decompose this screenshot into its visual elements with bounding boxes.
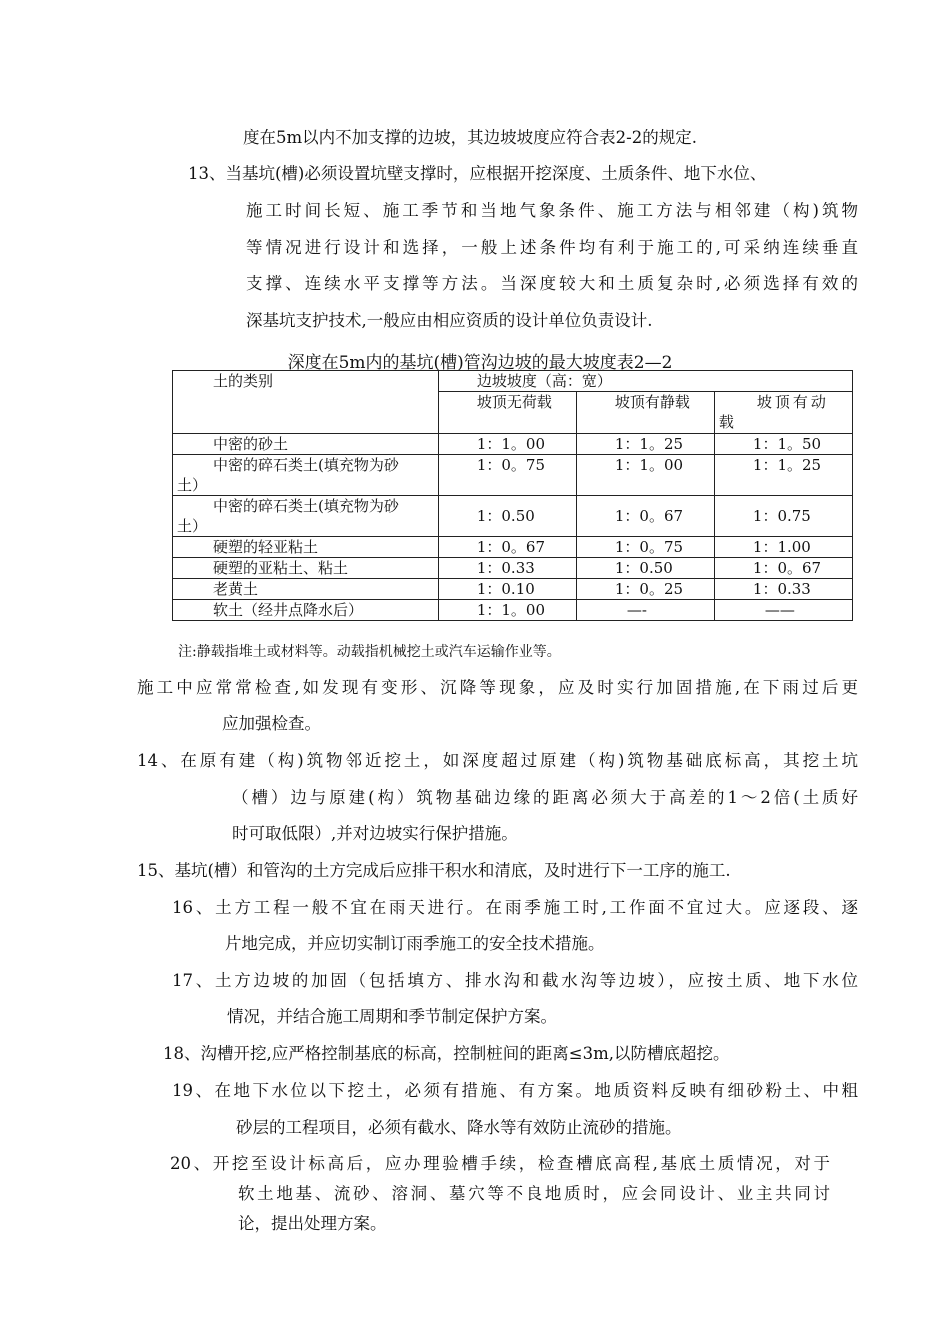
paragraph-line: 应加强检查。	[222, 714, 321, 733]
item-13-line: 深基坑支护技术,一般应由相应资质的设计单位负责设计.	[246, 311, 653, 330]
table-row	[173, 579, 853, 600]
value-cell: 1：0。75	[576, 537, 714, 558]
item-20-line: 论，提出处理方案。	[238, 1214, 387, 1233]
item-16-line: 片地完成，并应切实制订雨季施工的安全技术措施。	[225, 934, 605, 953]
item-15-line: 15、基坑(槽）和管沟的土方完成后应排干积水和清底，及时进行下一工序的施工.	[137, 861, 731, 880]
value-cell: 1：0.33	[438, 558, 576, 579]
value-cell: 1：0。67	[576, 496, 714, 537]
table-note: 注:静载指堆土或材料等。动载指机械挖土或汽车运输作业等。	[178, 644, 561, 660]
value-cell: 1：0。25	[576, 579, 714, 600]
value-cell: —-	[576, 600, 714, 621]
soil-wrap: 土）	[177, 517, 208, 535]
value-cell: 1：1。25	[576, 434, 714, 455]
value-cell: 1：1。50	[714, 434, 852, 455]
subheader-no-load: 坡顶无荷载	[438, 392, 576, 434]
item-18-line: 18、沟槽开挖,应严格控制基底的标高，控制桩间的距离≤3m,以防槽底超挖。	[163, 1044, 730, 1063]
value-cell: 1：1。25	[714, 455, 852, 496]
table-caption: 深度在5m内的基坑(槽)管沟边坡的最大坡度表2—2	[287, 353, 673, 373]
item-20-line: 软土地基、流砂、溶洞、墓穴等不良地质时，应会同设计、业主共同讨	[238, 1184, 830, 1203]
soil-wrap: 土）	[177, 476, 208, 494]
subheader-dynamic-load	[714, 392, 852, 434]
value-cell: 1：1。00	[576, 455, 714, 496]
soil-cell: 中密的砂土	[173, 434, 439, 455]
soil-text: 中密的碎石类土(填充物为砂	[213, 456, 399, 474]
value-cell: ——	[714, 600, 852, 621]
header-soil: 土的类别	[173, 371, 439, 434]
item-16-line: 16、土方工程一般不宜在雨天进行。在雨季施工时,工作面不宜过大。应逐段、逐	[172, 898, 858, 917]
table-row	[173, 496, 853, 537]
value-cell: 1：1。00	[438, 600, 576, 621]
table-row	[173, 537, 853, 558]
item-19-line: 19、在地下水位以下挖土，必须有措施、有方案。地质资料反映有细砂粉土、中粗	[172, 1081, 858, 1100]
value-cell: 1：1。00	[438, 434, 576, 455]
table-row	[173, 558, 853, 579]
soil-cell	[173, 496, 439, 537]
value-cell: 1：1.00	[714, 537, 852, 558]
table-header-row	[173, 371, 853, 392]
value-cell: 1：0。67	[438, 537, 576, 558]
item-19-line: 砂层的工程项目，必须有截水、降水等有效防止流砂的措施。	[236, 1118, 682, 1137]
table-row	[173, 455, 853, 496]
table-row	[173, 600, 853, 621]
item-17-line: 17、土方边坡的加固（包括填方、排水沟和截水沟等边坡），应按土质、地下水位	[172, 971, 858, 990]
soil-cell: 软土（经井点降水后）	[173, 600, 439, 621]
item-13-line: 施工时间长短、施工季节和当地气象条件、施工方法与相邻建（构)筑物	[246, 201, 858, 220]
paragraph-line: 度在5m以内不加支撑的边坡，其边坡坡度应符合表2-2的规定.	[243, 128, 697, 147]
soil-cell: 老黄土	[173, 579, 439, 600]
value-cell: 1：0.10	[438, 579, 576, 600]
item-13-line: 支撑、连续水平支撑等方法。当深度较大和土质复杂时,必须选择有效的	[246, 274, 858, 293]
value-cell: 1：0.33	[714, 579, 852, 600]
table-row	[173, 434, 853, 455]
item-14-line: （槽）边与原建(构）筑物基础边缘的距离必须大于高差的1～2倍(土质好	[232, 788, 858, 807]
value-cell: 1：0。75	[438, 455, 576, 496]
item-14-line: 14、在原有建（构)筑物邻近挖土，如深度超过原建（构)筑物基础底标高，其挖土坑	[137, 751, 858, 770]
item-13-line: 等情况进行设计和选择，一般上述条件均有利于施工的,可采纳连续垂直	[246, 238, 858, 257]
paragraph-line: 施工中应常常检查,如发现有变形、沉降等现象，应及时实行加固措施,在下雨过后更	[137, 678, 858, 697]
soil-text: 中密的碎石类土(填充物为砂	[213, 497, 399, 515]
value-cell: 1：0.50	[576, 558, 714, 579]
value-cell: 1：0.50	[438, 496, 576, 537]
subheader-static-load: 坡顶有静载	[576, 392, 714, 434]
value-cell: 1：0.75	[714, 496, 852, 537]
item-20-line: 20、开挖至设计标高后，应办理验槽手续，检查槽底高程,基底土质情况，对于	[170, 1154, 830, 1173]
soil-cell: 硬塑的轻亚粘土	[173, 537, 439, 558]
item-14-line: 时可取低限）,并对边坡实行保护措施。	[232, 824, 518, 843]
item-13-line: 13、当基坑(槽)必须设置坑壁支撑时，应根据开挖深度、土质条件、地下水位、	[188, 164, 767, 183]
subheader-dynamic-wrap: 载	[718, 413, 734, 432]
soil-cell	[173, 455, 439, 496]
subheader-dynamic-text: 坡顶有动	[756, 393, 829, 412]
header-slope: 边坡坡度（高：宽）	[438, 371, 852, 392]
value-cell: 1：0。67	[714, 558, 852, 579]
soil-cell: 硬塑的亚粘土、粘土	[173, 558, 439, 579]
slope-table	[172, 370, 853, 621]
item-17-line: 情况，并结合施工周期和季节制定保护方案。	[227, 1007, 557, 1026]
